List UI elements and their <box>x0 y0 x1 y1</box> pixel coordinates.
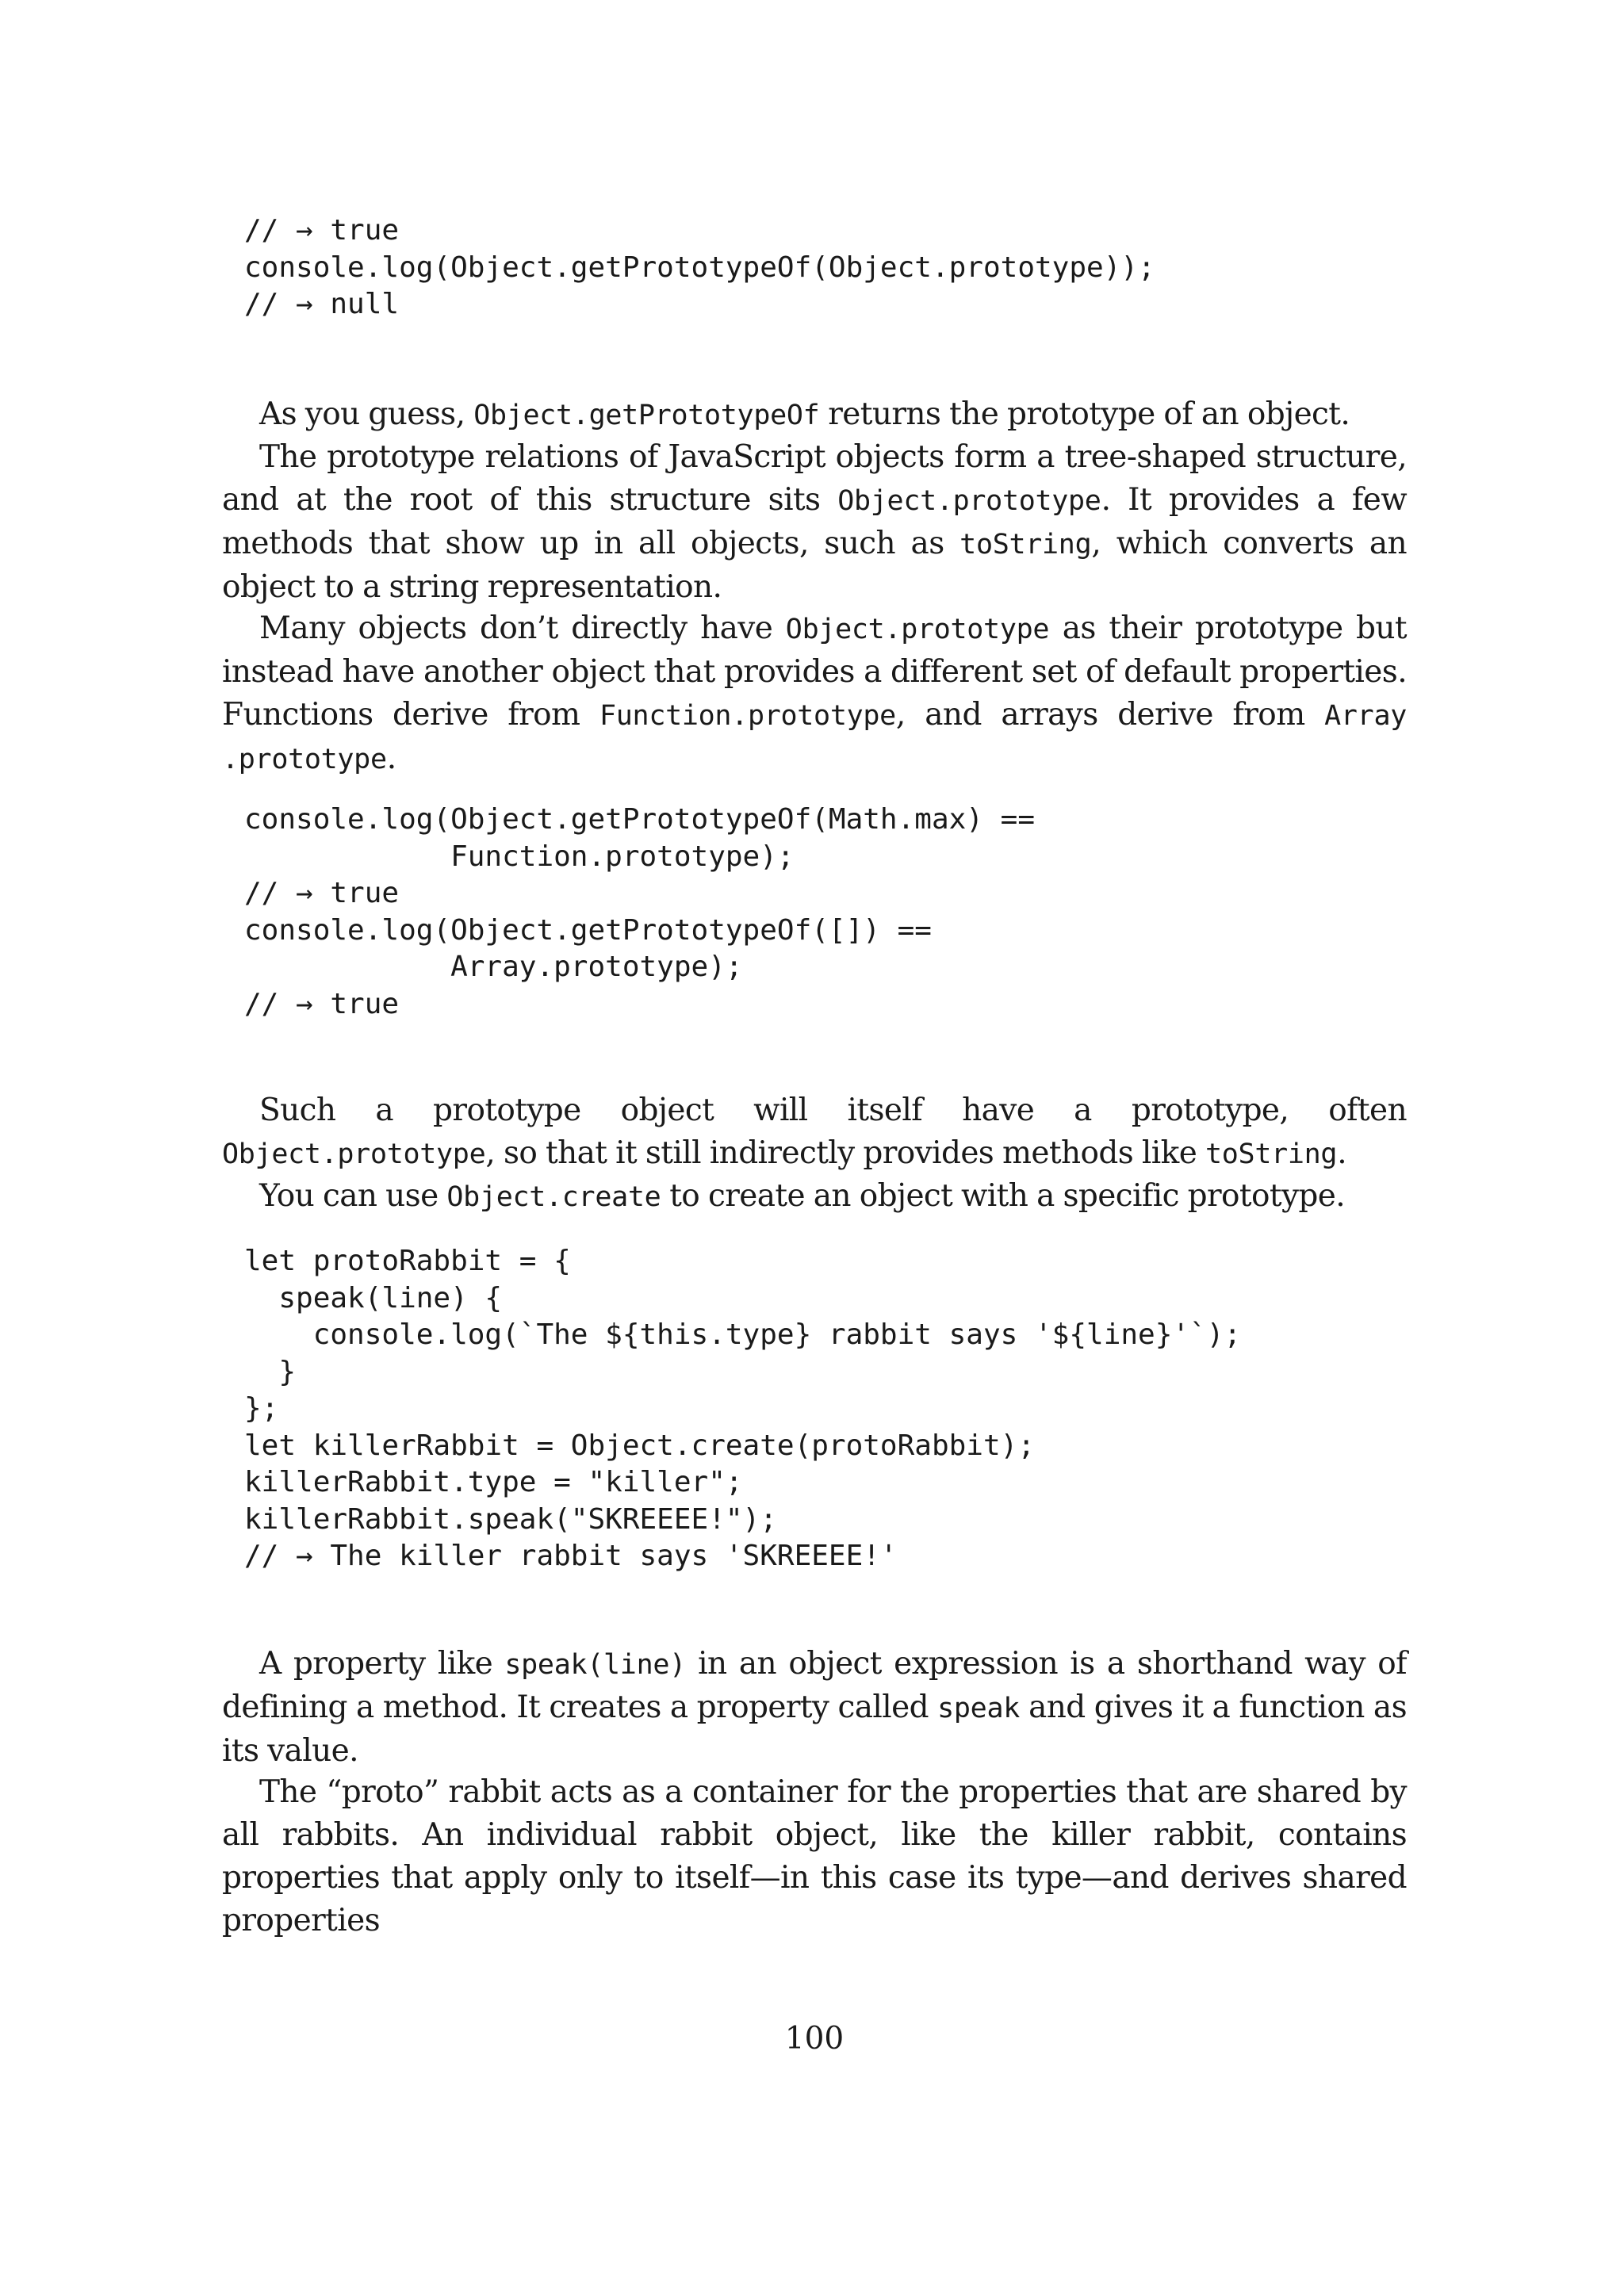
inline-code: toString <box>1205 1138 1338 1170</box>
code-line: console.log(Object.getPrototypeOf(Math.max) == <box>244 803 1035 836</box>
code-line: // → The killer rabbit says 'SKREEEE!' <box>244 1540 898 1572</box>
code-line: let killerRabbit = Object.create(protoRabbit); <box>244 1429 1035 1462</box>
inline-code: Object.create <box>446 1181 661 1213</box>
inline-code: Object.getPrototypeOf <box>473 400 820 431</box>
code-block-function-array-prototype <box>244 802 1035 1023</box>
paragraph-default-prototypes: Many objects don’t directly have Object.prototype as their prototype but instead have another object that provides a different set of default properties. Functions derive from Function.prototype, and arrays derive from Array .prototype. <box>222 610 1407 776</box>
inline-code: speak(line) <box>504 1649 686 1681</box>
code-block-prototype-null <box>244 212 1155 323</box>
code-line: Function.prototype); <box>244 840 795 873</box>
code-line: killerRabbit.type = "killer"; <box>244 1466 743 1498</box>
paragraph-getprototypeof: As you guess, Object.getPrototypeOf returns the prototype of an object. <box>259 396 1350 432</box>
inline-code: Object.prototype <box>837 485 1101 517</box>
paragraph-proto-rabbit-container: The “proto” rabbit acts as a container for the properties that are shared by all rabbits. An individual rabbit object, like the killer rabbit, contains properties that apply only to itself—in this case its type—and derives shared properties <box>222 1774 1407 1938</box>
inline-code: Function.prototype <box>599 700 896 732</box>
page-number: 100 <box>784 2021 845 2057</box>
code-line: let protoRabbit = { <box>244 1245 571 1277</box>
code-block-proto-rabbit <box>244 1243 1241 1575</box>
code-line: speak(line) { <box>244 1281 503 1314</box>
code-line: // → true <box>244 987 400 1020</box>
inline-code: Array <box>1324 700 1407 732</box>
code-line: console.log(`The ${this.type} rabbit says '${line}'`); <box>244 1318 1242 1351</box>
inline-code: .prototype <box>222 744 387 775</box>
code-line: // → true <box>244 214 400 247</box>
code-line: // → true <box>244 877 400 909</box>
code-line: console.log(Object.getPrototypeOf(Object.prototype)); <box>244 251 1155 284</box>
inline-code: Object.prototype <box>222 1138 486 1170</box>
code-line: Array.prototype); <box>244 951 743 983</box>
code-line: killerRabbit.speak("SKREEEE!"); <box>244 1502 777 1536</box>
inline-code: Object.prototype <box>785 614 1050 645</box>
inline-code: speak <box>937 1693 1020 1724</box>
code-line: // → null <box>244 288 400 320</box>
code-line: console.log(Object.getPrototypeOf([]) == <box>244 913 932 947</box>
code-line: } <box>244 1355 297 1388</box>
code-line: }; <box>244 1392 279 1425</box>
inline-code: toString <box>959 529 1092 561</box>
paragraph-object-create: You can use Object.create to create an object with a specific prototype. <box>259 1178 1346 1214</box>
paragraph-method-shorthand: A property like speak(line) in an object expression is a shorthand way of defining a method. It creates a property called speak and gives it a function as its value. <box>222 1646 1407 1769</box>
book-page <box>222 0 1407 2296</box>
paragraph-prototype-tree: The prototype relations of JavaScript objects form a tree-shaped structure, and at the root of this structure sits Object.prototype. It provides a few methods that show up in all objects, such as toString, which converts an object to a string representation. <box>222 439 1407 605</box>
paragraph-prototype-chain: Such a prototype object will itself have a prototype, often Object.prototype, so that it still indirectly provides methods like toString. <box>222 1093 1407 1171</box>
